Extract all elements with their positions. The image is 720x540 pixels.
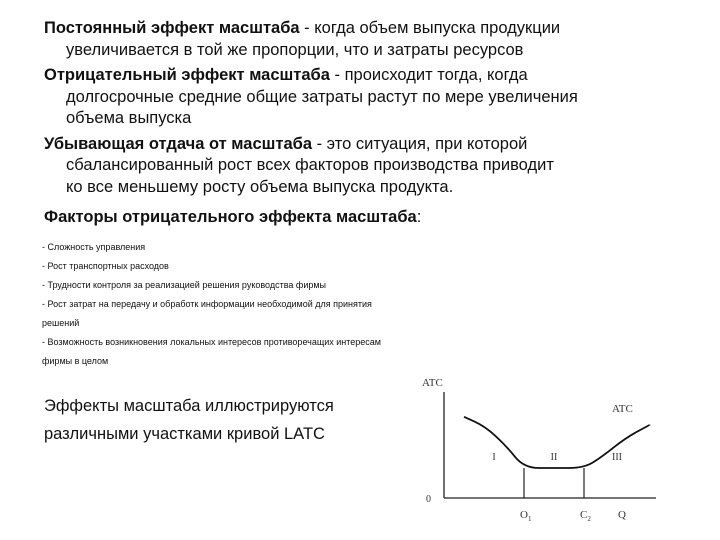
y-axis-label: ATC <box>422 377 443 389</box>
factor-item: - Трудности контроля за реализацией решения руководства фирмы <box>42 280 327 290</box>
factor-item: - Возможность возникновения локальных интересов противоречащих интересам <box>42 337 381 347</box>
region-label: II <box>550 452 558 463</box>
definition-constant-scale <box>44 18 704 61</box>
definition-text: долгосрочные средние общие затраты растут по мере увеличения <box>66 87 578 106</box>
caption-line: Эффекты масштаба иллюстрируются <box>44 397 334 415</box>
factor-item: - Рост затрат на передачу и обработк информации необходимой для принятия <box>42 299 372 309</box>
region-label: I <box>492 452 496 463</box>
x-tick-label: Q <box>618 509 626 521</box>
factors-title: Факторы отрицательного эффекта масштаба: <box>44 208 422 226</box>
caption-line: различными участками кривой LATC <box>44 425 325 443</box>
region-label: III <box>612 452 622 463</box>
definition-text: объема выпуска <box>66 109 192 127</box>
factor-item: - Сложность управления <box>42 242 146 252</box>
curve-label: ATC <box>612 403 633 415</box>
definition-diminishing-returns <box>44 134 704 199</box>
x-tick-label: $C_2$ <box>580 509 591 523</box>
definition-text: - когда объем выпуска продукции <box>299 19 561 37</box>
definition-text: - происходит тогда, когда <box>329 66 528 84</box>
factor-item: решений <box>42 318 80 328</box>
definition-negative-scale <box>44 65 704 130</box>
term: Постоянный эффект масштаба <box>44 19 300 37</box>
chart-caption <box>44 392 334 448</box>
origin-label: 0 <box>426 494 431 505</box>
definitions <box>44 18 704 202</box>
definition-text: - это ситуация, при которой <box>312 134 528 153</box>
x-tick-label: $O_1$ <box>520 509 532 523</box>
latc-chart <box>410 368 670 528</box>
factor-item: фирмы в целом <box>42 356 109 366</box>
factor-item: - Рост транспортных расходов <box>42 261 169 271</box>
definition-text: увеличивается в той же пропорции, что и затраты ресурсов <box>66 40 524 59</box>
term: Убывающая отдача от масштаба <box>44 134 313 153</box>
factors-list <box>42 238 482 371</box>
term: Отрицательный эффект масштаба <box>44 66 330 84</box>
definition-text: сбалансированный рост всех факторов производства приводит <box>66 156 554 174</box>
definition-text: ко все меньшему росту объема выпуска продукта. <box>66 177 454 196</box>
